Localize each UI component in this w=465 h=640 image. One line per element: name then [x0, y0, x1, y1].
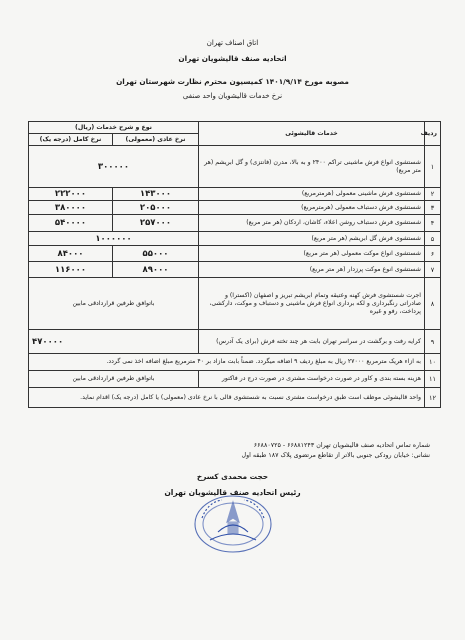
table-row — [29, 388, 441, 408]
table-row — [29, 146, 441, 188]
table-row — [29, 262, 441, 278]
service-description: واحد قالیشوئی موظف است طبق درخواست مشتری نسبت به شستشوی قالی با نرخ عادی (معمولی) یا کامل (درجه یک) اقدام نماید. — [29, 388, 425, 408]
union-address: نشانی: خیابان رودکی جنوبی بالاتر از تقاطع مرتضوی پلاک ۱۸۷ طبقه اول — [241, 452, 430, 459]
price-merged: باتوافق طرفین قراردادقی مابین — [29, 371, 199, 388]
service-description: شستشوی فرش دستباف معمولی (هرمترمربع) — [199, 201, 425, 215]
price-merged: ۳۰۰۰۰۰ — [29, 146, 199, 188]
col-full-header: نرخ کامل (درجه یک) — [29, 134, 113, 146]
row-number: ۱ — [425, 146, 441, 188]
table-row — [29, 330, 441, 354]
service-description: اجرت شستشوی فرش کهنه وعتیقه وتمام ابریشم تبریز و اصفهان (اکسترا) و صادراتی رنگبرداری و لکه برداری انواع فرش ماشینی و دستباف و موکت، دارکشی، پرداخت، رفو و غیره — [199, 278, 425, 330]
service-description: شستشوی فرش گل ابریشم (هر متر مربع) — [199, 232, 425, 246]
table-row — [29, 371, 441, 388]
price-normal: ۲۵۷۰۰۰ — [113, 215, 199, 232]
table-row — [29, 232, 441, 246]
price-full: ۵۴۰۰۰۰ — [29, 215, 113, 232]
col-row-header: ردیف — [425, 122, 441, 146]
row-number: ۷ — [425, 262, 441, 278]
service-description: شستشوی انواع فرش ماشینی تراکم ۲۴۰۰ و به بالا، مدرن (فانتزی) و گل ابریشم (هر متر مربع) — [199, 146, 425, 188]
chamber-name: اتاق اصناف تهران — [206, 39, 259, 47]
table-row — [29, 246, 441, 262]
service-description: شستشوی انوع موکت پرزدار (هر متر مربع) — [199, 262, 425, 278]
union-name: اتحادیه صنف قالیشویان تهران — [178, 54, 287, 63]
row-number: ۹ — [425, 330, 441, 354]
price-normal: ۲۰۵۰۰۰ — [113, 201, 199, 215]
price-normal: ۸۹۰۰۰ — [113, 262, 199, 278]
col-group-header: نوع و شرح خدمات (ریال) — [29, 122, 199, 134]
price-merged: باتوافق طرفین قراردادقی مابین — [29, 278, 199, 330]
row-number: ۱۱ — [425, 371, 441, 388]
service-description: هزینه بسته بندی و کاور در صورت درخواست مشتری در صورت درج در فاکتور — [199, 371, 425, 388]
table-row — [29, 354, 441, 371]
price-full: ۳۸۰۰۰۰ — [29, 201, 113, 215]
row-number: ۸ — [425, 278, 441, 330]
signer-title: رئیس اتحادیه صنف قالیشویان تهران — [164, 488, 301, 497]
row-number: ۴ — [425, 215, 441, 232]
service-description: شستشوی فرش ماشینی معمولی (هرمترمربع) — [199, 188, 425, 201]
table-row — [29, 201, 441, 215]
row-number: ۳ — [425, 201, 441, 215]
col-normal-header: نرخ عادی (معمولی) — [113, 134, 199, 146]
row-number: ۵ — [425, 232, 441, 246]
document-title: نرخ خدمات قالیشویان واحد صنفی — [182, 92, 283, 100]
price-merged: ۱۰۰۰۰۰۰ — [29, 232, 199, 246]
seal-emblem-icon — [195, 496, 271, 552]
row-number: ۶ — [425, 246, 441, 262]
union-phone: شماره تماس اتحادیه صنف قالیشویان تهران ۶۶۸۸۱۲۴۳ - ۶۶۸۸۰۷۲۵ — [253, 442, 430, 449]
price-full: ۸۴۰۰۰ — [29, 246, 113, 262]
price-full: ۱۱۶۰۰۰ — [29, 262, 113, 278]
service-description: شستشوی انواع موکت معمولی (هر متر مربع) — [199, 246, 425, 262]
price-full: ۲۲۲۰۰۰ — [29, 188, 113, 201]
union-seal — [188, 488, 278, 558]
table-row — [29, 278, 441, 330]
resolution-line: مصوبه مورخ ۱۴۰۱/۹/۱۴ کمیسیون محترم نظارت شهرستان تهران — [116, 77, 349, 86]
service-description: به ازاء هریک مترمربع ۲۷۰۰۰ ریال به مبلغ ردیف ۹ اضافه میگردد. ضمناً بابت مازاد بر ۴۰ مترمربع مبلغ اضافه اخذ نمی گردد. — [29, 354, 425, 371]
table-row — [29, 215, 441, 232]
price-normal: ۵۵۰۰۰ — [113, 246, 199, 262]
row-number: ۱۰ — [425, 354, 441, 371]
price-table — [28, 121, 441, 408]
price-merged: ۴۷۰۰۰۰ — [29, 330, 199, 354]
signer-name: حجت محمدی کسرخ — [196, 472, 269, 481]
service-description: کرایه رفت و برگشت در سراسر تهران بابت هر چند تخته فرش (برای یک آدرس) — [199, 330, 425, 354]
price-normal: ۱۴۳۰۰۰ — [113, 188, 199, 201]
col-service-header: خدمات قالیشوئی — [199, 122, 425, 146]
row-number: ۱۲ — [425, 388, 441, 408]
table-row — [29, 188, 441, 201]
row-number: ۲ — [425, 188, 441, 201]
service-description: شستشوی فرش دستباف روشن اعلاء، کاشان، اردکان (هر متر مربع) — [199, 215, 425, 232]
